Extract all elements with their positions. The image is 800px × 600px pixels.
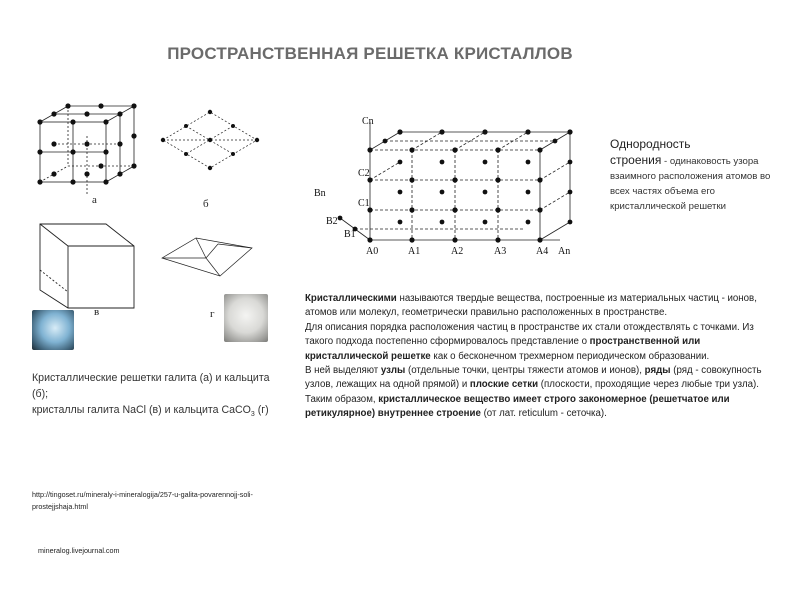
body-p3-start: В ней выделяют [305, 365, 381, 377]
label-c2: C2 [358, 168, 370, 179]
body-p3-mid2: (ряд - совокупность узлов, лежащих на одной прямой) и [305, 365, 762, 391]
term-nodes: узлы [380, 365, 406, 377]
calcite-crystal-drawing [158, 232, 258, 282]
body-p2-end: как о бесконечном трехмерном периодическом образовании. [430, 350, 710, 362]
label-a0: A0 [366, 246, 379, 257]
uniformity-heading-line1: Однородность [610, 137, 691, 151]
caption-line-1: Кристаллические решетки галита (а) и кальцита (б); [32, 372, 270, 400]
figure-caption [32, 370, 272, 423]
body-paragraph-1 [305, 292, 773, 321]
calcite-lattice-drawing [155, 108, 265, 178]
uniformity-definition [610, 136, 780, 214]
term-lattice: пространственной или кристаллической решетке [305, 336, 701, 362]
slide-title: ПРОСТРАНСТВЕННАЯ РЕШЕТКА КРИСТАЛЛОВ [167, 44, 573, 63]
label-b2: B2 [326, 216, 338, 227]
source-link-livejournal[interactable]: mineralog.livejournal.com [38, 546, 120, 555]
body-p3-end: (от лат. reticulum - сеточка). [480, 408, 607, 420]
label-cn: Cn [362, 116, 374, 127]
source-link-tingoset[interactable]: http://tingoset.ru/mineraly-i-mineralogija/257-u-galita-povarennojj-soli-prostejjshaja.html [32, 490, 253, 511]
term-crystal-structure: кристаллическое вещество имеет строго закономерное (решетчатое или ретикулярное) внутреннее строение [305, 393, 730, 420]
uniformity-text: - одинаковость узора взаимного расположения атомов во всех частях объема его кристаллической решетки [610, 156, 771, 212]
body-paragraph-3 [305, 364, 773, 422]
label-an: An [558, 246, 571, 257]
body-paragraph-2 [305, 321, 773, 364]
caption-line-2 [32, 402, 272, 423]
figure-g-calcite-crystal [158, 232, 258, 282]
label-a2: A2 [451, 246, 464, 257]
body-p3-mid3: (плоскости, проходящие через любые три узла). Таким образом, [305, 379, 759, 405]
halite-crystal-photo [32, 310, 74, 350]
caption-subscript: 3 [250, 411, 255, 419]
lattice-axes-drawing [310, 110, 575, 260]
label-b1: B1 [344, 229, 356, 240]
term-planar-nets: плоские сетки [469, 379, 539, 391]
uniformity-heading-line2: строения [610, 153, 662, 167]
figure-b-label: б [203, 198, 209, 210]
caption-line-2-text: кристаллы галита NaCl (в) и кальцита CaCO [32, 404, 251, 416]
figure-lattice-axes [310, 110, 575, 260]
term-rows: ряды [644, 365, 671, 377]
figure-a-label: а [92, 194, 97, 206]
label-a1: A1 [408, 246, 421, 257]
label-a3: A3 [494, 246, 507, 257]
figure-v-label: в [94, 306, 100, 318]
term-crystalline: Кристаллическими [305, 293, 397, 304]
halite-crystal-drawing [36, 218, 146, 313]
calcite-crystal-photo [224, 294, 268, 342]
body-p3-mid1: (отдельные точки, центры тяжести атомов и ионов), [405, 365, 645, 377]
body-p1-text: называются твердые вещества, построенные из материальных частиц - ионов, атомов или молекул, геометрически правильно расположенных в пространстве. [305, 293, 757, 319]
body-p2-start: Для описания порядка расположения частиц в пространстве их стали отождествлять с точками. Из такого подхода постепенно сформировалось представление о [305, 321, 754, 348]
label-bn: Bn [314, 188, 326, 199]
caption-line-2-end: (г) [254, 404, 269, 416]
figure-a-halite-lattice [28, 100, 148, 206]
crystal-definition-text [305, 292, 773, 422]
figure-g-label: г [210, 308, 215, 320]
halite-lattice-drawing [28, 100, 148, 200]
label-c1: C1 [358, 198, 370, 209]
figure-b-calcite-lattice [155, 108, 265, 210]
figure-v-halite-crystal [36, 218, 146, 318]
label-a4: A4 [536, 246, 549, 257]
